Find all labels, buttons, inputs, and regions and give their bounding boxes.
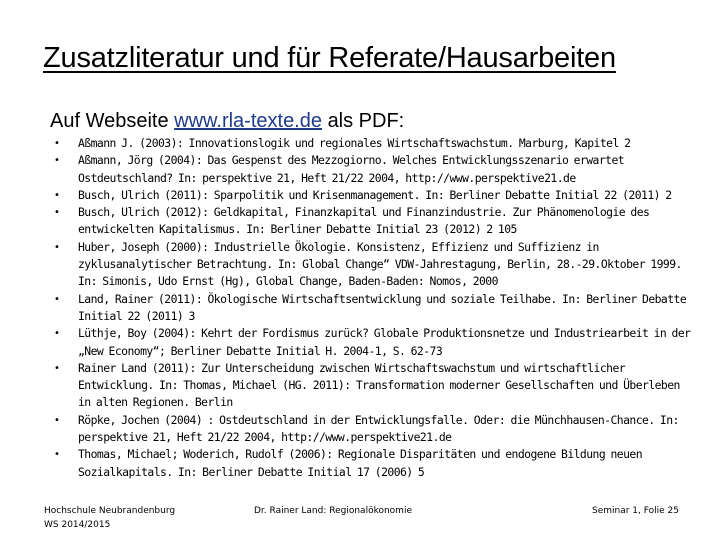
reference-item <box>54 412 694 447</box>
bullet-icon: • <box>54 155 60 167</box>
footer-institution-name: Hochschule Neubrandenburg <box>44 506 176 516</box>
footer-author: Dr. Rainer Land: Regionalökonomie <box>254 506 412 516</box>
bullet-icon: • <box>54 414 60 426</box>
bullet-icon: • <box>54 293 60 305</box>
reference-text: Lüthje, Boy (2004): Kehrt der Fordismus zurück? Globale Produktionsnetze und Industriearbeit in der „New Economy“; Berliner Debatte Initial H. 2004-1, S. 62-73 <box>78 326 691 358</box>
reference-text: Busch, Ulrich (2012): Geldkapital, Finanzkapital und Finanzindustrie. Zur Phänomenologie des entwickelten Kapitalismus. In: Berliner Debatte Initial 23 (2012) 2 105 <box>78 205 650 237</box>
reference-item <box>54 239 694 291</box>
bullet-icon: • <box>54 207 60 219</box>
reference-text: Busch, Ulrich (2011): Sparpolitik und Krisenmanagement. In: Berliner Debatte Initial 22 (2011) 2 <box>78 187 672 202</box>
reference-item <box>54 360 694 412</box>
bullet-icon: • <box>54 138 60 149</box>
reference-text: Röpke, Jochen (2004) : Ostdeutschland in der Entwicklungsfalle. Oder: die Münchhausen-Chance. In: perspektive 21, Heft 21/22 2004, http://www.perspektive21.de <box>78 412 679 445</box>
bullet-icon: • <box>54 328 60 340</box>
subtitle-prefix: Auf Webseite <box>50 110 169 132</box>
slide-title: Zusatzliteratur und für Referate/Hausarbeiten <box>43 42 616 74</box>
reference-text: Thomas, Michael; Woderich, Rudolf (2006): Regionale Disparitäten und endogene Bildung neuen Sozialkapitals. In: Berliner Debatte Initial 17 (2006) 5 <box>78 447 643 479</box>
bullet-icon: • <box>54 362 60 374</box>
reference-item <box>54 187 694 204</box>
bullet-icon: • <box>54 189 60 201</box>
reference-list <box>54 135 694 481</box>
reference-text: Rainer Land (2011): Zur Unterscheidung zwischen Wirtschaftswachstum und wirtschaftlicher Entwicklung. In: Thomas, Michael (HG. 2011): Transformation moderner Gesellschaften und Überleben in alten Regionen. Berlin <box>78 360 680 410</box>
subtitle-suffix: als PDF: <box>327 110 405 132</box>
reference-item <box>54 152 694 187</box>
bullet-icon: • <box>54 449 60 461</box>
reference-item <box>54 446 694 481</box>
reference-item <box>54 325 694 360</box>
reference-text: Land, Rainer (2011): Ökologische Wirtschaftsentwicklung und soziale Teilhabe. In: Berliner Debatte Initial 22 (2011) 3 <box>78 291 687 323</box>
subtitle <box>50 108 404 134</box>
reference-item <box>54 291 694 326</box>
bullet-icon: • <box>54 241 60 253</box>
reference-text: Huber, Joseph (2000): Industrielle Ökologie. Konsistenz, Effizienz und Suffizienz in zyklusanalytischer Betrachtung. In: Global Change“ VDW-Jahrestagung, Berlin, 28.-29.Oktober 1999. In: Simonis, Udo Ernst (Hg), Global Change, Baden-Baden: Nomos, 2000 <box>78 239 682 289</box>
website-link[interactable]: www.rla-texte.de <box>174 110 322 132</box>
reference-item <box>54 204 694 239</box>
reference-text: Aßmann J. (2003): Innovationslogik und regionales Wirtschaftswachstum. Marburg, Kapitel 2 <box>78 136 631 150</box>
reference-text: Aßmann, Jörg (2004): Das Gespenst des Mezzogiorno. Welches Entwicklungsszenario erwartet Ostdeutschland? In: perspektive 21, Heft 21/22 2004, http://www.perspektive21.de <box>78 153 625 185</box>
footer-semester: WS 2014/2015 <box>44 520 111 530</box>
footer-slide-number: Seminar 1, Folie 25 <box>592 506 679 516</box>
footer-institution <box>44 504 175 532</box>
reference-item <box>54 135 694 152</box>
